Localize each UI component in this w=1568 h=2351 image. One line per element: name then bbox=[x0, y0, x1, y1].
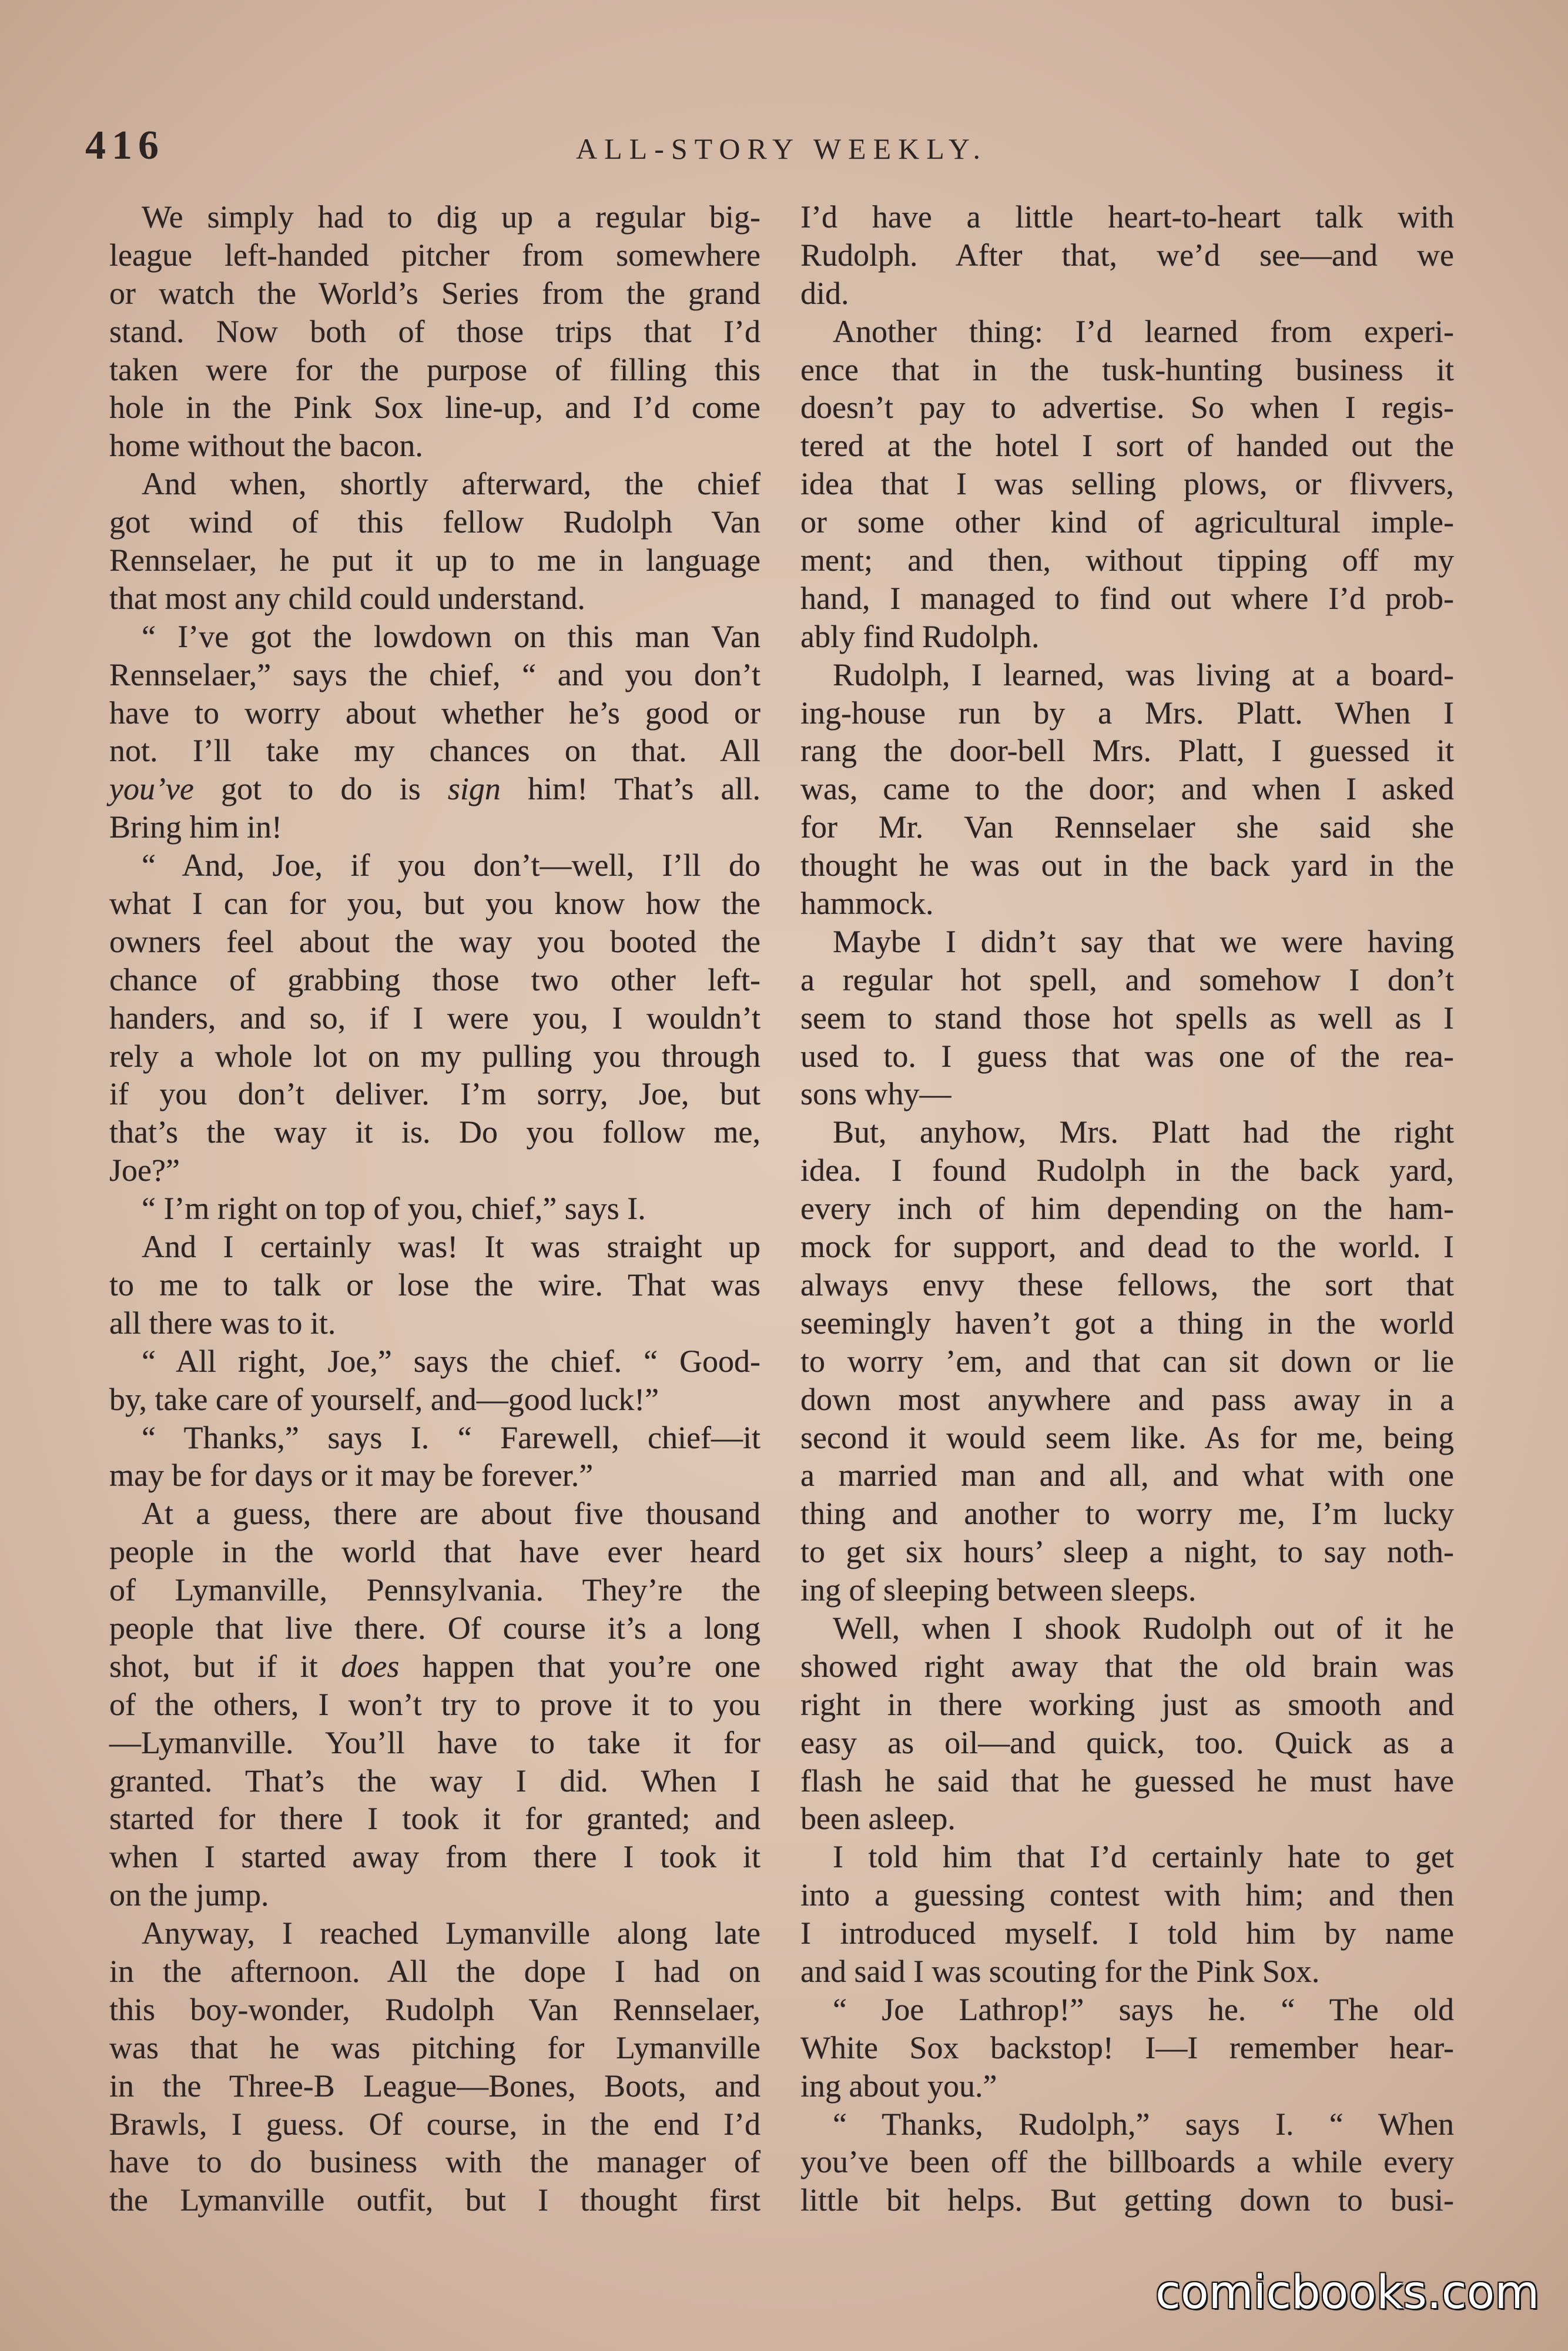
text-run: him! That’s all. bbox=[500, 771, 760, 807]
paragraph bbox=[800, 313, 1454, 656]
paragraph bbox=[109, 1914, 760, 2219]
text-line: Bring him in! bbox=[109, 809, 282, 845]
paragraph bbox=[109, 618, 760, 846]
text-line: “ I’m right on top of you, chief,” says I. bbox=[142, 1191, 646, 1227]
text-line: people in the world that have ever heard bbox=[109, 1534, 760, 1570]
text-line: to get six hours’ sleep a night, to say noth- bbox=[800, 1534, 1454, 1570]
text-line: “ Thanks, Rudolph,” says I. “ When bbox=[833, 2106, 1454, 2142]
text-line: idea that I was selling plows, or flivvers, bbox=[800, 466, 1454, 502]
text-line: every inch of him depending on the ham- bbox=[800, 1191, 1454, 1227]
text-line: Joe?” bbox=[109, 1153, 180, 1188]
text-line: And when, shortly afterward, the chief bbox=[142, 466, 760, 502]
paragraph bbox=[109, 465, 760, 618]
text-line: into a guessing contest with him; and then bbox=[800, 1877, 1454, 1913]
text-line: Anyway, I reached Lymanville along late bbox=[142, 1915, 760, 1951]
text-line: for Mr. Van Rennselaer she said she bbox=[800, 809, 1454, 845]
text-line: of Lymanville, Pennsylvania. They’re the bbox=[109, 1572, 760, 1608]
text-line: if you don’t deliver. I’m sorry, Joe, but bbox=[109, 1076, 760, 1112]
text-line bbox=[109, 1647, 760, 1686]
text-run: shot, but if it bbox=[109, 1648, 341, 1684]
page-number: 416 bbox=[85, 123, 165, 168]
paragraph bbox=[109, 846, 760, 1190]
paragraph bbox=[109, 1495, 760, 1914]
text-line: White Sox backstop! I—I remember hear- bbox=[800, 2030, 1454, 2065]
text-line bbox=[109, 770, 760, 808]
text-line: or watch the World’s Series from the grand bbox=[109, 275, 760, 311]
text-line: did. bbox=[800, 275, 849, 311]
text-line: I’d have a little heart-to-heart talk with bbox=[800, 199, 1454, 235]
text-line: when I started away from there I took it bbox=[109, 1839, 760, 1875]
text-line: rely a whole lot on my pulling you through bbox=[109, 1038, 760, 1074]
text-line: showed right away that the old brain was bbox=[800, 1648, 1454, 1684]
text-line: seemingly haven’t got a thing in the world bbox=[800, 1305, 1454, 1341]
text-line: chance of grabbing those two other left- bbox=[109, 962, 760, 997]
text-line: a regular hot spell, and somehow I don’t bbox=[800, 962, 1454, 997]
text-line: started for there I took it for granted; and bbox=[109, 1801, 760, 1837]
paragraph bbox=[109, 1419, 760, 1495]
italic-word: does bbox=[341, 1648, 400, 1684]
text-line: hole in the Pink Sox line-up, and I’d come bbox=[109, 390, 760, 426]
text-line: always envy these fellows, the sort that bbox=[800, 1267, 1454, 1302]
text-line: Rudolph, I learned, was living at a board- bbox=[833, 657, 1454, 692]
text-line: We simply had to dig up a regular big- bbox=[142, 199, 760, 235]
text-line: handers, and so, if I were you, I wouldn’t bbox=[109, 1000, 760, 1036]
text-run: happen that you’re one bbox=[399, 1648, 760, 1684]
text-line: or some other kind of agricultural imple- bbox=[800, 504, 1454, 540]
text-line: down most anywhere and pass away in a bbox=[800, 1381, 1454, 1417]
text-line: Brawls, I guess. Of course, in the end I’d bbox=[109, 2106, 760, 2142]
text-line: idea. I found Rudolph in the back yard, bbox=[800, 1153, 1454, 1188]
text-line: At a guess, there are about five thousand bbox=[142, 1496, 760, 1532]
text-line: easy as oil—and quick, too. Quick as a bbox=[800, 1724, 1454, 1760]
text-line: “ All right, Joe,” says the chief. “ Good- bbox=[142, 1343, 760, 1379]
text-line: been asleep. bbox=[800, 1801, 956, 1837]
text-line: “ I’ve got the lowdown on this man Van bbox=[142, 618, 760, 654]
text-line: league left-handed pitcher from somewhere bbox=[109, 237, 760, 273]
text-line: used to. I guess that was one of the rea- bbox=[800, 1038, 1454, 1074]
text-line: ing about you.” bbox=[800, 2068, 997, 2104]
watermark: comicbooks.com bbox=[1155, 2266, 1540, 2319]
text-line: ably find Rudolph. bbox=[800, 618, 1040, 654]
text-line: Rennselaer,” says the chief, “ and you don’t bbox=[109, 657, 760, 692]
text-line: doesn’t pay to advertise. So when I regis- bbox=[800, 390, 1454, 426]
paragraph bbox=[800, 1838, 1454, 1991]
text-line: in the afternoon. All the dope I had on bbox=[109, 1953, 760, 1989]
text-line: you’ve been off the billboards a while every bbox=[800, 2144, 1454, 2180]
paragraph bbox=[109, 1228, 760, 1342]
paragraph bbox=[800, 656, 1454, 923]
text-line: not. I’ll take my chances on that. All bbox=[109, 733, 760, 769]
text-line: ing-house run by a Mrs. Platt. When I bbox=[800, 695, 1454, 731]
text-line: second it would seem like. As for me, being bbox=[800, 1419, 1454, 1455]
text-line: all there was to it. bbox=[109, 1305, 336, 1341]
text-line: of the others, I won’t try to prove it to you bbox=[109, 1686, 760, 1722]
text-line: stand. Now both of those trips that I’d bbox=[109, 313, 760, 349]
text-line: this boy-wonder, Rudolph Van Rennselaer, bbox=[109, 1991, 760, 2027]
italic-word: you’ve bbox=[109, 771, 194, 807]
text-line: But, anyhow, Mrs. Platt had the right bbox=[833, 1114, 1454, 1150]
text-line: sons why— bbox=[800, 1076, 951, 1112]
paragraph bbox=[800, 1991, 1454, 2105]
text-line: Well, when I shook Rudolph out of it he bbox=[833, 1610, 1454, 1646]
paragraph bbox=[109, 1342, 760, 1419]
right-column bbox=[800, 198, 1454, 2219]
text-line: ence that in the tusk-hunting business it bbox=[800, 351, 1454, 387]
text-line: people that live there. Of course it’s a long bbox=[109, 1610, 760, 1646]
text-line: that’s the way it is. Do you follow me, bbox=[109, 1114, 760, 1150]
paragraph bbox=[109, 198, 760, 465]
text-line: and said I was scouting for the Pink Sox. bbox=[800, 1953, 1320, 1989]
text-line: Another thing: I’d learned from experi- bbox=[833, 313, 1454, 349]
text-line: “ Joe Lathrop!” says he. “ The old bbox=[833, 1991, 1454, 2027]
text-line: rang the door-bell Mrs. Platt, I guessed it bbox=[800, 733, 1454, 769]
paragraph bbox=[800, 1113, 1454, 1609]
text-line: in the Three-B League—Bones, Boots, and bbox=[109, 2068, 760, 2104]
paragraph bbox=[800, 2105, 1454, 2220]
text-line: Rudolph. After that, we’d see—and we bbox=[800, 237, 1454, 273]
text-line: mock for support, and dead to the world. I bbox=[800, 1229, 1454, 1265]
text-line: I told him that I’d certainly hate to get bbox=[833, 1839, 1454, 1875]
text-line: hammock. bbox=[800, 886, 934, 922]
text-line: “ And, Joe, if you don’t—well, I’ll do bbox=[142, 848, 760, 883]
text-line: what I can for you, but you know how the bbox=[109, 886, 760, 922]
text-line: granted. That’s the way I did. When I bbox=[109, 1763, 760, 1799]
text-line: I introduced myself. I told him by name bbox=[800, 1915, 1454, 1951]
text-line: Rennselaer, he put it up to me in language bbox=[109, 542, 760, 578]
text-line: flash he said that he guessed he must have bbox=[800, 1763, 1454, 1799]
text-line: to worry ’em, and that can sit down or lie bbox=[800, 1343, 1454, 1379]
text-line: got wind of this fellow Rudolph Van bbox=[109, 504, 760, 540]
text-line: have to do business with the manager of bbox=[109, 2144, 760, 2180]
paragraph bbox=[109, 1190, 760, 1228]
text-line: little bit helps. But getting down to busi- bbox=[800, 2182, 1454, 2218]
text-line: taken were for the purpose of filling this bbox=[109, 351, 760, 387]
text-line: thing and another to worry me, I’m lucky bbox=[800, 1496, 1454, 1532]
text-line: home without the bacon. bbox=[109, 428, 423, 464]
paragraph bbox=[800, 198, 1454, 313]
text-line: was that he was pitching for Lymanville bbox=[109, 2030, 760, 2065]
text-line: —Lymanville. You’ll have to take it for bbox=[109, 1724, 760, 1760]
text-line: “ Thanks,” says I. “ Farewell, chief—it bbox=[142, 1419, 760, 1455]
paragraph bbox=[800, 1609, 1454, 1838]
text-line: may be for days or it may be forever.” bbox=[109, 1458, 594, 1493]
text-line: Maybe I didn’t say that we were having bbox=[833, 923, 1454, 959]
text-line: a married man and all, and what with one bbox=[800, 1458, 1454, 1493]
text-line: on the jump. bbox=[109, 1877, 269, 1913]
text-line: ing of sleeping between sleeps. bbox=[800, 1572, 1197, 1608]
text-line: tered at the hotel I sort of handed out the bbox=[800, 428, 1454, 464]
text-line: thought he was out in the back yard in the bbox=[800, 848, 1454, 883]
running-title: ALL-STORY WEEKLY. bbox=[576, 132, 987, 165]
text-line: owners feel about the way you booted the bbox=[109, 923, 760, 959]
text-line: right in there working just as smooth and bbox=[800, 1686, 1454, 1722]
text-line: the Lymanville outfit, but I thought first bbox=[109, 2182, 760, 2218]
text-line: ment; and then, without tipping off my bbox=[800, 542, 1454, 578]
left-column bbox=[109, 198, 760, 2219]
text-run: got to do is bbox=[193, 771, 448, 807]
text-line: hand, I managed to find out where I’d prob- bbox=[800, 580, 1454, 616]
text-line: have to worry about whether he’s good or bbox=[109, 695, 760, 731]
italic-word: sign bbox=[447, 771, 501, 807]
paragraph bbox=[800, 923, 1454, 1113]
text-line: that most any child could understand. bbox=[109, 580, 585, 616]
text-line: to me to talk or lose the wire. That was bbox=[109, 1267, 760, 1302]
text-line: by, take care of yourself, and—good luck!” bbox=[109, 1381, 659, 1417]
text-line: seem to stand those hot spells as well as I bbox=[800, 1000, 1454, 1036]
text-line: was, came to the door; and when I asked bbox=[800, 771, 1454, 807]
text-line: And I certainly was! It was straight up bbox=[142, 1229, 760, 1265]
